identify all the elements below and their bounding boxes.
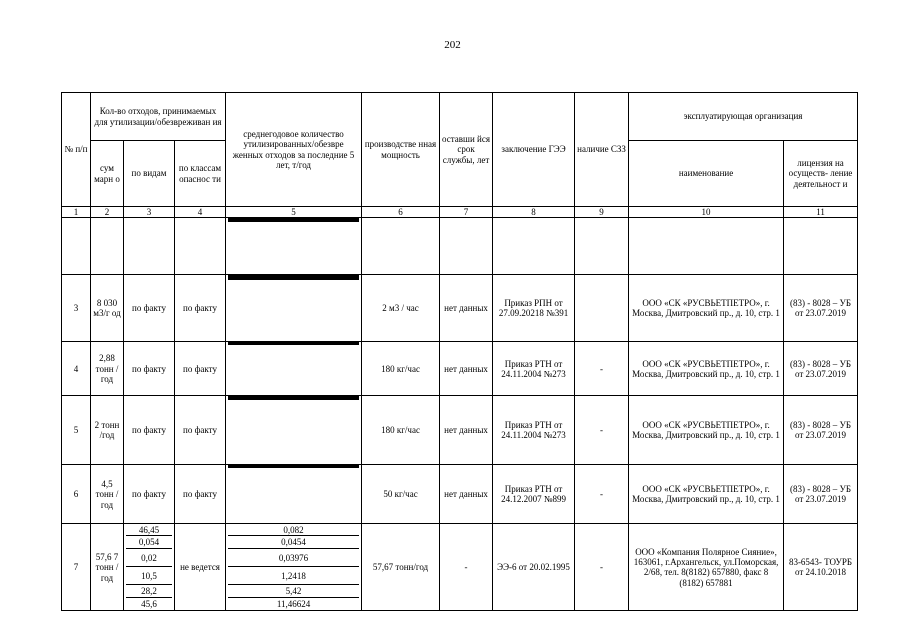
remaining-life-cell: нет данных [440,465,493,524]
by-class-cell: по факту [175,275,226,342]
ruled-lines-cell [226,396,362,465]
empty-cell [784,218,858,275]
header-sum: сум марн о [91,141,124,207]
row-number: 6 [62,465,91,524]
gee-cell: ЭЭ-6 от 20.02.1995 [493,524,575,611]
waste-facilities-table [61,92,858,611]
avg-amount-value: 11,46624 [276,599,311,610]
col-number: 10 [629,207,784,218]
capacity-cell: 57,67 тонн/год [362,524,440,611]
by-type-cell: по факту [124,465,175,524]
ruled-lines-cell [226,342,362,396]
by-class-cell: по факту [175,396,226,465]
avg-amount-value: 0,082 [228,524,359,536]
empty-cell [91,218,124,275]
gee-cell: Приказ РТН от 24.11.2004 №273 [493,396,575,465]
empty-cell [493,218,575,275]
operator-name-cell: ООО «СК «РУСВЬЕТПЕТРО», г. Москва, Дмитровский пр., д. 10, стр. 1 [629,396,784,465]
header-by-type: по видам [124,141,175,207]
header-capacity: производстве нная мощность [362,93,440,207]
table-row-7 [62,524,858,611]
col-number: 8 [493,207,575,218]
by-type-value: 46,45 [126,524,172,536]
empty-cell [175,218,226,275]
operator-name-cell: ООО «СК «РУСВЬЕТПЕТРО», г. Москва, Дмитровский пр., д. 10, стр. 1 [629,465,784,524]
capacity-cell: 50 кг/час [362,465,440,524]
header-row-1 [62,93,858,141]
header-operator: эксплуатирующая организация [629,93,858,141]
avg-amount-value: 0,03976 [228,549,359,567]
table-row-empty [62,218,858,275]
header-waste-group: Кол-во отходов, принимаемых для утилизации/обезвреживан ия [91,93,226,141]
col-number: 2 [91,207,124,218]
col-number: 9 [575,207,629,218]
gee-cell: Приказ РПН от 27.09.20218 №391 [493,275,575,342]
by-type-value: 0,02 [126,549,172,567]
header-license: лицензия на осуществ- ление деятельност и [784,141,858,207]
empty-cell [440,218,493,275]
by-type-value: 28,2 [126,585,172,598]
avg-amount-value: 5,42 [228,585,359,598]
by-type-value: 10,5 [126,567,172,585]
szz-cell: - [575,396,629,465]
by-type-value: 0,054 [126,536,172,549]
license-cell: (83) - 8028 – УБ от 23.07.2019 [784,342,858,396]
license-cell: (83) - 8028 – УБ от 23.07.2019 [784,275,858,342]
header-by-class: по классам опаснос ти [175,141,226,207]
by-class-cell: по факту [175,465,226,524]
sum-cell: 4,5 тонн /год [91,465,124,524]
table-row [62,465,858,524]
table-row [62,342,858,396]
sum-cell: 2,88 тонн /год [91,342,124,396]
avg-amount-value: 1,2418 [228,567,359,585]
by-class-cell: по факту [175,342,226,396]
capacity-cell: 2 м3 / час [362,275,440,342]
capacity-cell: 180 кг/час [362,396,440,465]
remaining-life-cell: нет данных [440,275,493,342]
operator-name-cell: ООО «СК «РУСВЬЕТПЕТРО», г. Москва, Дмитровский пр., д. 10, стр. 1 [629,275,784,342]
sum-cell: 2 тонн /год [91,396,124,465]
license-cell: (83) - 8028 – УБ от 23.07.2019 [784,465,858,524]
header-num: № п/п [62,93,91,207]
by-type-cell: по факту [124,275,175,342]
table-row [62,275,858,342]
gee-cell: Приказ РТН от 24.11.2004 №273 [493,342,575,396]
row-number: 5 [62,396,91,465]
row-number: 3 [62,275,91,342]
remaining-life-cell: - [440,524,493,611]
empty-cell [575,218,629,275]
row-number: 4 [62,342,91,396]
header-gee: заключение ГЭЭ [493,93,575,207]
operator-name-cell: ООО «Компания Полярное Сияние», 163061, г.Архангельск, ул.Поморская, 2/68, тел. 8(8182) 657880, факс 8 (8182) 657881 [629,524,784,611]
avg-amount-stack [226,524,362,611]
col-number: 6 [362,207,440,218]
by-type-stack [124,524,175,611]
license-cell: (83) - 8028 – УБ от 23.07.2019 [784,396,858,465]
remaining-life-cell: нет данных [440,342,493,396]
empty-cell [362,218,440,275]
license-cell: 83-6543- ТОУРБ от 24.10.2018 [784,524,858,611]
sum-cell: 57,6 7 тонн /год [91,524,124,611]
col-number: 5 [226,207,362,218]
szz-cell: - [575,342,629,396]
by-type-value: 45,6 [141,599,157,610]
column-number-row [62,207,858,218]
szz-cell: - [575,465,629,524]
header-operator-name: наименование [629,141,784,207]
empty-cell [124,218,175,275]
szz-cell: - [575,524,629,611]
empty-cell [62,218,91,275]
operator-name-cell: ООО «СК «РУСВЬЕТПЕТРО», г. Москва, Дмитровский пр., д. 10, стр. 1 [629,342,784,396]
capacity-cell: 180 кг/час [362,342,440,396]
sum-cell: 8 030 м3/г од [91,275,124,342]
by-type-cell: по факту [124,342,175,396]
by-class-cell: не ведется [175,524,226,611]
ruled-lines-cell [226,275,362,342]
empty-cell [629,218,784,275]
ruled-lines-cell [226,218,362,275]
gee-cell: Приказ РТН от 24.12.2007 №899 [493,465,575,524]
header-remaining-life: оставши йся срок службы, лет [440,93,493,207]
by-type-cell: по факту [124,396,175,465]
row-number: 7 [62,524,91,611]
remaining-life-cell: нет данных [440,396,493,465]
header-avg-amount: среднегодовое количество утилизированных/обезвре женных отходов за последние 5 лет, т/год [226,93,362,207]
col-number: 3 [124,207,175,218]
page-number: 202 [444,39,461,51]
col-number: 4 [175,207,226,218]
avg-amount-value: 0,0454 [228,536,359,549]
col-number: 11 [784,207,858,218]
table-row [62,396,858,465]
ruled-lines-cell [226,465,362,524]
szz-cell [575,275,629,342]
col-number: 7 [440,207,493,218]
col-number: 1 [62,207,91,218]
header-szz: наличие СЗЗ [575,93,629,207]
